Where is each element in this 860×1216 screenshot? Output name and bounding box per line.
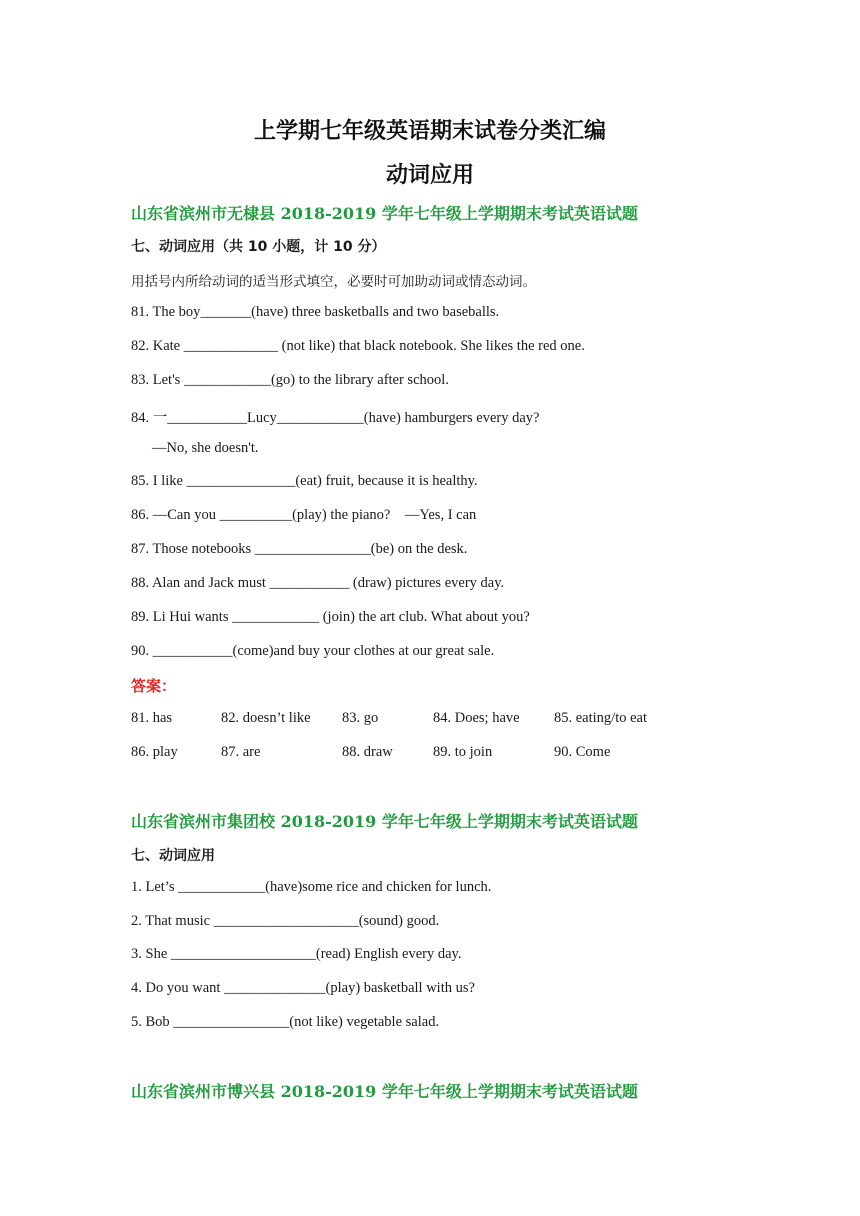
question-item: 86. —Can you __________(play) the piano? —Yes, I can: [131, 507, 477, 523]
question-item: 90. ___________(come)and buy your clothes at our great sale.: [131, 643, 495, 659]
answer-item: 81. has: [131, 710, 173, 726]
question-item: 89. Li Hui wants ____________ (join) the art club. What about you?: [131, 609, 530, 625]
question-item: 4. Do you want ______________(play) basketball with us?: [131, 980, 475, 996]
answer-item: 82. doesn’t like: [221, 710, 311, 726]
answer-item: 88. draw: [342, 744, 393, 760]
question-item: 5. Bob ________________(not like) vegetable salad.: [131, 1014, 440, 1030]
document-title: 上学期七年级英语期末试卷分类汇编: [253, 118, 606, 144]
question-item: 82. Kate _____________ (not like) that black notebook. She likes the red one.: [131, 338, 585, 354]
section-heading-boxing: 山东省滨州市博兴县 2018-2019 学年七年级上学期期末考试英语试题: [131, 1082, 638, 1101]
answer-item: 86. play: [131, 744, 178, 760]
answer-item: 90. Come: [554, 744, 611, 760]
document-subtitle: 动词应用: [385, 162, 474, 188]
question-reply: —No, she doesn't.: [152, 440, 259, 456]
question-item: 3. She ____________________(read) English every day.: [131, 946, 462, 962]
question-item: 1. Let’s ____________(have)some rice and chicken for lunch.: [131, 879, 492, 895]
instruction-text: 用括号内所给动词的适当形式填空，必要时可加助动词或情态动词。: [131, 274, 536, 290]
question-item: 87. Those notebooks ________________(be) on the desk.: [131, 541, 468, 557]
part-heading: 七、动词应用: [131, 848, 215, 864]
question-item: 81. The boy_______(have) three basketballs and two baseballs.: [131, 304, 500, 320]
part-heading: 七、动词应用（共 10 小题，计 10 分）: [131, 239, 386, 255]
question-item: 2. That music ____________________(sound) good.: [131, 913, 440, 929]
question-item: 88. Alan and Jack must ___________ (draw) pictures every day.: [131, 575, 505, 591]
section-heading-group-school: 山东省滨州市集团校 2018-2019 学年七年级上学期期末考试英语试题: [131, 812, 638, 831]
answer-item: 85. eating/to eat: [554, 710, 648, 726]
answer-label: 答案：: [131, 677, 177, 695]
answer-item: 89. to join: [433, 744, 493, 760]
question-item: 84. 一___________Lucy____________(have) hamburgers every day?: [131, 410, 540, 426]
section-heading-wudi: 山东省滨州市无棣县 2018-2019 学年七年级上学期期末考试英语试题: [131, 204, 638, 223]
question-item: 85. I like _______________(eat) fruit, because it is healthy.: [131, 473, 478, 489]
answer-item: 84. Does; have: [433, 710, 520, 726]
answer-item: 87. are: [221, 744, 261, 760]
answer-item: 83. go: [342, 710, 379, 726]
question-item: 83. Let's ____________(go) to the library after school.: [131, 372, 449, 388]
